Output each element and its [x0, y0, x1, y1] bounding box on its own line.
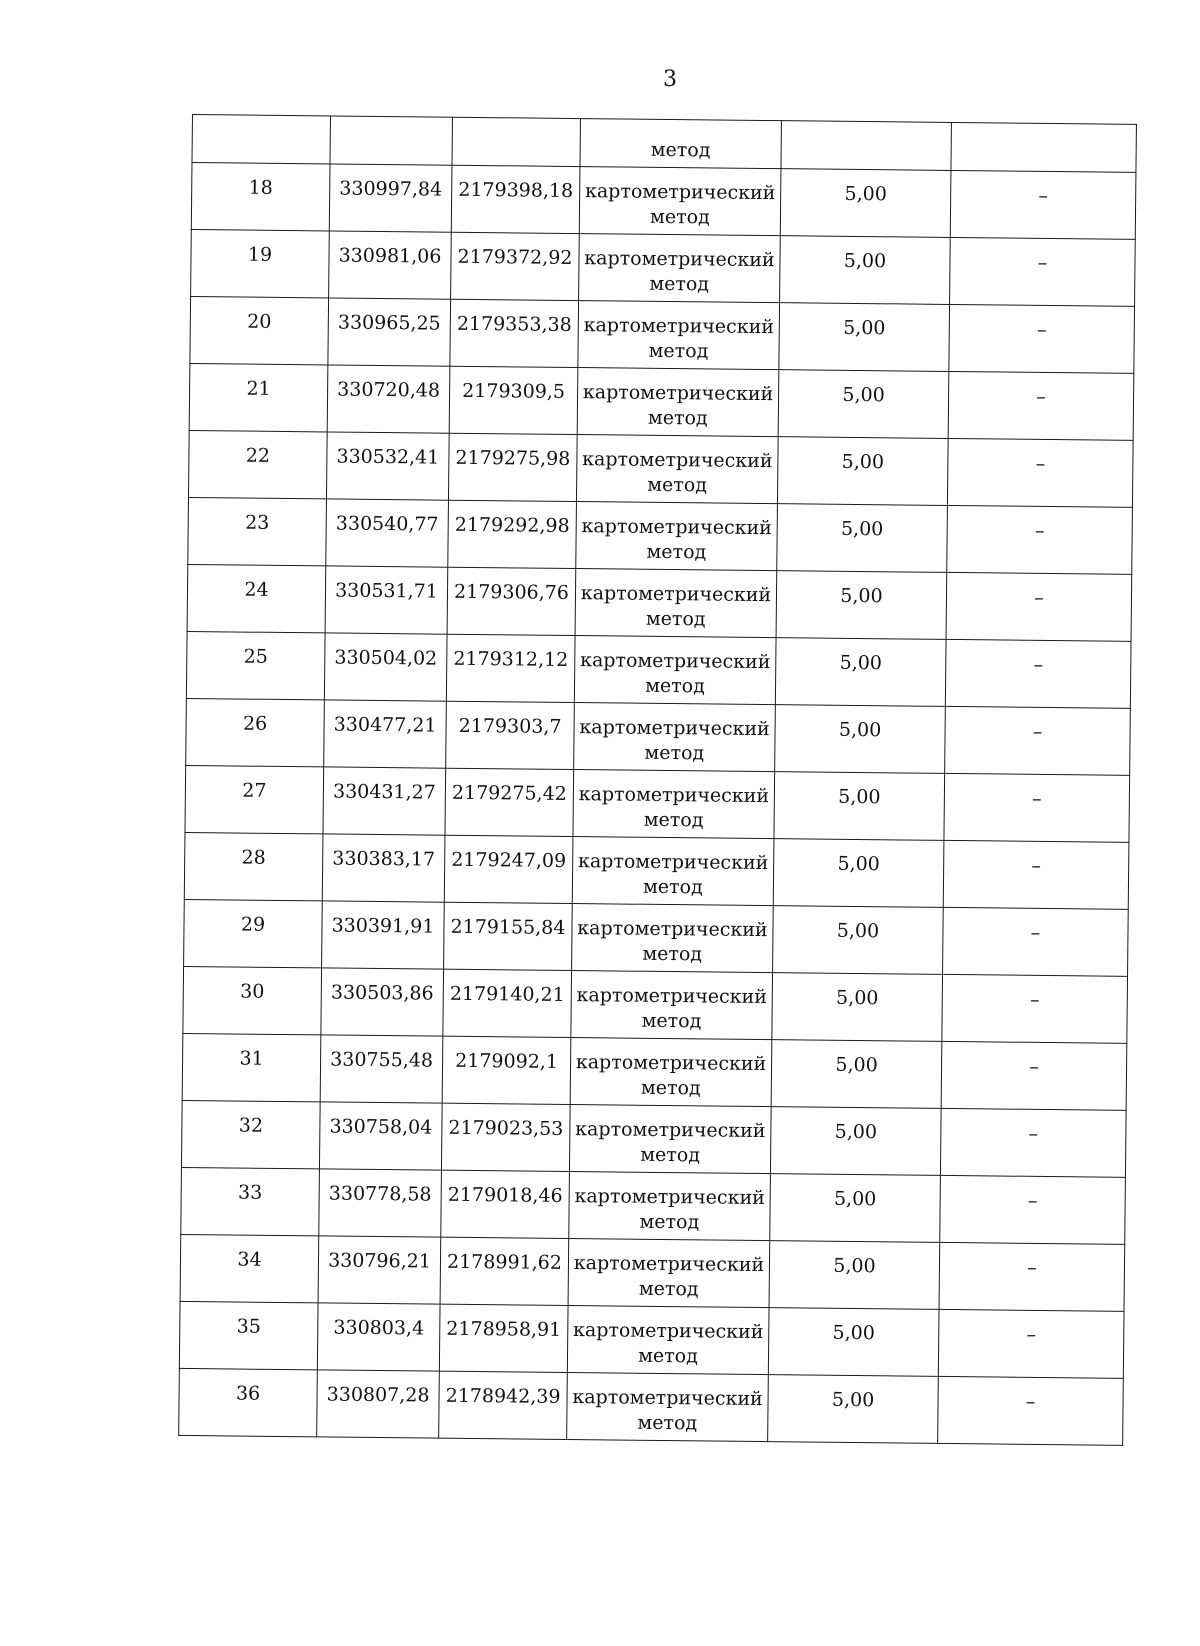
- method-line-1: картометрический: [577, 917, 768, 942]
- cell-num: 36: [179, 1368, 318, 1436]
- cell-y: 2178991,62: [440, 1237, 569, 1305]
- cell-num: 19: [191, 229, 330, 297]
- table-row: [188, 430, 1133, 507]
- table-row: [185, 765, 1130, 842]
- cell-y: 2179023,53: [441, 1103, 570, 1171]
- cell-method: [579, 167, 781, 236]
- cell-num: 27: [185, 765, 324, 833]
- cell-y: 2179398,18: [451, 165, 580, 233]
- table-row: [186, 631, 1131, 708]
- method-line-1: картометрический: [573, 1252, 765, 1277]
- cell-accuracy: 5,00: [780, 169, 951, 238]
- cell-x: 330965,25: [328, 298, 451, 366]
- cell-accuracy: 5,00: [772, 973, 943, 1042]
- cell-method: [579, 234, 781, 303]
- cell-y: 2179303,7: [446, 701, 575, 769]
- method-line-1: картометрический: [580, 649, 771, 674]
- cell-method: [574, 636, 776, 705]
- method-line-1: картометрический: [577, 850, 769, 875]
- cell-num: 32: [181, 1100, 320, 1168]
- method-line-1: картометрический: [583, 314, 775, 339]
- cell-method: [568, 1239, 770, 1308]
- cell-num: 22: [188, 430, 327, 498]
- cell-y: 2179275,42: [445, 768, 574, 836]
- cell-method: [567, 1306, 769, 1375]
- method-line-1: картометрический: [575, 1051, 767, 1076]
- method-line-2: метод: [638, 1344, 698, 1368]
- table-row: [189, 363, 1134, 440]
- method-line-1: картометрический: [584, 247, 775, 272]
- cell-accuracy: 5,00: [777, 504, 948, 573]
- cell-note: –: [947, 438, 1133, 507]
- cell-accuracy: 5,00: [771, 1040, 942, 1109]
- cell-num: 26: [186, 698, 325, 766]
- cell-note: –: [945, 706, 1131, 775]
- cell-method: [573, 770, 775, 839]
- method-line-2: метод: [645, 674, 705, 698]
- cell-x: 330796,21: [318, 1236, 441, 1304]
- method-line-2: метод: [638, 1277, 699, 1301]
- cell-accuracy: 5,00: [770, 1107, 941, 1176]
- table-row: [183, 966, 1128, 1043]
- cell-x: 330755,48: [320, 1035, 443, 1103]
- page-number: 3: [663, 67, 677, 92]
- cell-note: –: [942, 974, 1128, 1043]
- table-row: [180, 1234, 1125, 1311]
- table-row: [188, 497, 1133, 574]
- method-line-2: метод: [649, 272, 710, 296]
- method-line-2: метод: [643, 808, 704, 832]
- cell-accuracy: 5,00: [775, 638, 946, 707]
- cell-method: [572, 904, 774, 973]
- cell-y: 2179018,46: [441, 1170, 570, 1238]
- cell-note: –: [938, 1376, 1124, 1445]
- method-line-2: метод: [642, 875, 703, 899]
- cell-y: 2179312,12: [446, 634, 575, 702]
- table-row: [181, 1167, 1126, 1244]
- cell-accuracy: 5,00: [774, 772, 945, 841]
- cell-note: –: [946, 572, 1132, 641]
- cell-x: 330540,77: [326, 499, 449, 567]
- table-row: [187, 564, 1132, 641]
- cell-accuracy: 5,00: [779, 303, 950, 372]
- cell-num: 25: [186, 631, 325, 699]
- cell-method: [567, 1372, 769, 1441]
- method-line-1: картометрический: [580, 582, 772, 607]
- cell-x: 330803,4: [317, 1303, 440, 1371]
- cell-method: [571, 971, 773, 1040]
- cell-num: 29: [184, 899, 323, 967]
- cell-x: [330, 116, 452, 165]
- cell-note: –: [943, 840, 1129, 909]
- cell-x: 330807,28: [317, 1370, 440, 1438]
- method-line-1: картометрический: [574, 1185, 765, 1210]
- cell-accuracy: 5,00: [768, 1375, 939, 1444]
- method-line-1: картометрический: [582, 448, 773, 473]
- cell-num: [192, 115, 330, 164]
- cell-accuracy: 5,00: [775, 705, 946, 774]
- cell-x: 330431,27: [323, 767, 446, 835]
- cell-num: 18: [191, 163, 330, 231]
- cell-note: –: [938, 1309, 1124, 1378]
- cell-accuracy: 5,00: [769, 1241, 940, 1310]
- cell-y: [452, 117, 580, 166]
- cell-y: 2179155,84: [444, 902, 573, 970]
- cell-accuracy: 5,00: [773, 839, 944, 908]
- method-line-2: метод: [640, 1143, 701, 1167]
- table-row: [184, 899, 1129, 976]
- cell-note: [951, 122, 1136, 172]
- cell-accuracy: [781, 121, 951, 171]
- cell-y: 2179309,5: [449, 366, 578, 434]
- table-row: [182, 1033, 1127, 1110]
- cell-accuracy: 5,00: [776, 571, 947, 640]
- method-line-2: метод: [644, 741, 705, 765]
- cell-y: 2178958,91: [439, 1304, 568, 1372]
- cell-num: 20: [190, 296, 329, 364]
- cell-note: –: [939, 1242, 1125, 1311]
- cell-x: 330531,71: [325, 566, 448, 634]
- cell-accuracy: 5,00: [777, 437, 948, 506]
- cell-note: –: [944, 773, 1130, 842]
- method-line-2: метод: [647, 473, 708, 497]
- cell-y: 2178942,39: [439, 1371, 568, 1439]
- method-line-2: метод: [646, 540, 707, 564]
- cell-method: [570, 1038, 772, 1107]
- cell-num: 34: [180, 1234, 319, 1302]
- method-line-2: метод: [649, 205, 710, 229]
- cell-x: 330477,21: [324, 700, 447, 768]
- cell-accuracy: 5,00: [778, 370, 949, 439]
- cell-y: 2179092,1: [442, 1036, 571, 1104]
- cell-method: [569, 1172, 771, 1241]
- cell-method: [577, 368, 779, 437]
- method-line-1: картометрический: [578, 783, 770, 808]
- table-row: [190, 296, 1135, 373]
- method-line-1: картометрический: [575, 1118, 766, 1143]
- method-line-2: метод: [647, 406, 708, 430]
- cell-method: [572, 837, 774, 906]
- cell-method: метод: [580, 119, 781, 169]
- cell-note: –: [950, 237, 1136, 306]
- cell-y: 2179140,21: [443, 969, 572, 1037]
- method-line-2: метод: [639, 1210, 700, 1234]
- coordinates-table: [178, 114, 1137, 1446]
- table-row: [179, 1301, 1124, 1378]
- cell-x: 330503,86: [321, 968, 444, 1036]
- cell-num: 33: [181, 1167, 320, 1235]
- table-row: [179, 1368, 1124, 1445]
- method-line-2: метод: [637, 1411, 698, 1435]
- table-row: [191, 163, 1136, 240]
- method-line-1: картометрический: [579, 716, 770, 741]
- cell-x: 330997,84: [329, 164, 452, 232]
- method-line-1: картометрический: [584, 180, 776, 205]
- method-line-1: картометрический: [582, 381, 774, 406]
- cell-num: 28: [184, 832, 323, 900]
- coordinates-table-body: [179, 115, 1137, 1446]
- cell-x: 330504,02: [324, 633, 447, 701]
- cell-num: 23: [188, 497, 327, 565]
- table-row: [191, 229, 1136, 306]
- cell-note: –: [943, 907, 1129, 976]
- cell-accuracy: 5,00: [768, 1308, 939, 1377]
- cell-y: 2179372,92: [451, 232, 580, 300]
- table-row: [184, 832, 1129, 909]
- method-line-2: метод: [648, 339, 709, 363]
- cell-method: [576, 502, 778, 571]
- cell-accuracy: 5,00: [773, 906, 944, 975]
- table-row: [186, 698, 1131, 775]
- method-line-2: метод: [642, 942, 703, 966]
- cell-y: 2179306,76: [447, 567, 576, 635]
- cell-note: –: [940, 1175, 1126, 1244]
- method-line-2: метод: [640, 1076, 701, 1100]
- cell-note: –: [950, 170, 1136, 239]
- cell-y: 2179275,98: [448, 433, 577, 501]
- cell-num: 30: [183, 966, 322, 1034]
- method-line-1: картометрический: [572, 1386, 763, 1411]
- cell-note: –: [945, 639, 1131, 708]
- cell-x: 330720,48: [327, 365, 450, 433]
- method-line-1: картометрический: [576, 984, 768, 1009]
- cell-note: –: [941, 1041, 1127, 1110]
- cell-num: 24: [187, 564, 326, 632]
- cell-num: 31: [182, 1033, 321, 1101]
- cell-x: 330383,17: [322, 834, 445, 902]
- cell-y: 2179353,38: [450, 299, 579, 367]
- method-line-1: картометрический: [581, 515, 772, 540]
- cell-method: [578, 301, 780, 370]
- cell-accuracy: 5,00: [770, 1174, 941, 1243]
- cell-x: 330391,91: [322, 901, 445, 969]
- cell-num: 35: [179, 1301, 318, 1369]
- table-row: [181, 1100, 1126, 1177]
- cell-note: –: [948, 371, 1134, 440]
- cell-x: 330778,58: [319, 1169, 442, 1237]
- cell-note: –: [947, 505, 1133, 574]
- cell-x: 330981,06: [329, 231, 452, 299]
- method-line-2: метод: [641, 1009, 702, 1033]
- method-line-1: картометрический: [572, 1319, 764, 1344]
- cell-y: 2179292,98: [448, 500, 577, 568]
- cell-method: [575, 569, 777, 638]
- cell-y: 2179247,09: [444, 835, 573, 903]
- cell-method: [574, 703, 776, 772]
- cell-num: 21: [189, 363, 328, 431]
- cell-x: 330532,41: [326, 432, 449, 500]
- cell-accuracy: 5,00: [780, 236, 951, 305]
- cell-x: 330758,04: [319, 1102, 442, 1170]
- cell-note: –: [949, 304, 1135, 373]
- method-line-2: метод: [645, 607, 706, 631]
- cell-method: [569, 1105, 771, 1174]
- cell-note: –: [940, 1108, 1126, 1177]
- cell-method: [576, 435, 778, 504]
